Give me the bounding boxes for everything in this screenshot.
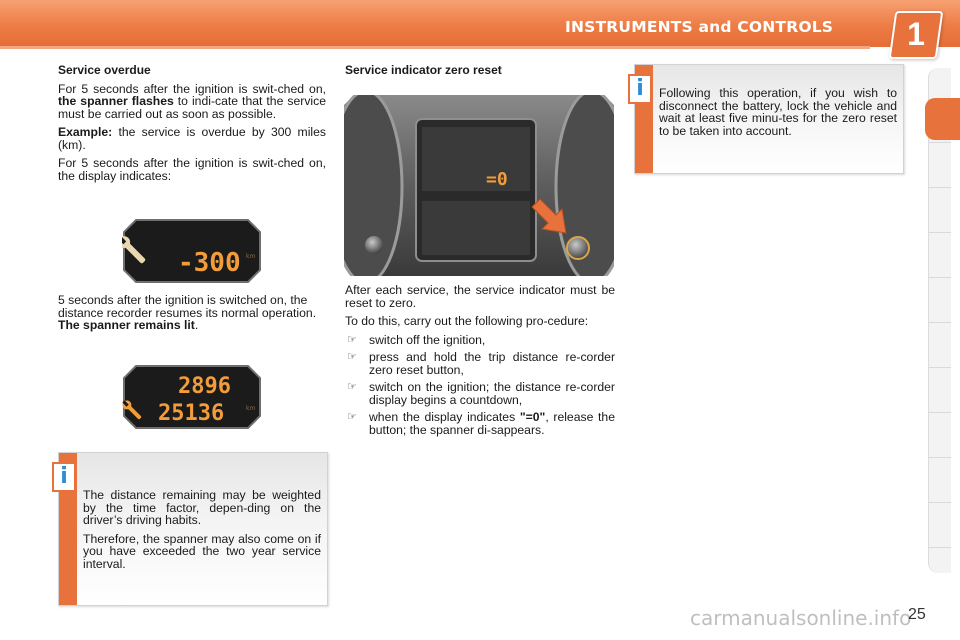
odometer-display-overdue	[122, 216, 262, 286]
paragraph: After each service, the service indicator must be reset to zero.	[345, 283, 615, 310]
chapter-tabs	[928, 68, 951, 573]
left-dashboard-button	[365, 236, 383, 254]
paragraph: For 5 seconds after the ignition is swit-ched on, the display indicates:	[58, 156, 326, 183]
text-span: when the display indicates	[369, 410, 520, 424]
info-box-right	[634, 64, 904, 174]
overdue-value: -300	[178, 248, 241, 278]
bold-text: The spanner remains lit	[58, 318, 195, 332]
unit-label: km	[246, 253, 256, 260]
trip-distance-value: 25136	[158, 401, 225, 426]
chapter-tab[interactable]	[929, 503, 951, 548]
reset-display-value: =0	[486, 169, 508, 190]
text-span: .	[194, 318, 199, 332]
unit-label: km	[246, 405, 256, 412]
chapter-badge	[889, 11, 944, 59]
bold-text: "=0"	[519, 410, 546, 424]
page-number: 25	[908, 606, 926, 623]
section-heading: Service overdue	[58, 63, 151, 77]
list-item	[345, 411, 615, 436]
list-item: ☞ switch off the ignition,	[345, 334, 615, 347]
chapter-tab[interactable]	[929, 143, 951, 188]
section-heading: Service indicator zero reset	[345, 63, 502, 77]
paragraph	[58, 126, 326, 151]
text-span: , release the button; the spanner di-sappears.	[369, 410, 615, 437]
info-text	[83, 489, 321, 576]
bold-text: Example:	[58, 125, 113, 139]
chapter-tab[interactable]	[929, 323, 951, 368]
chapter-tab[interactable]	[929, 458, 951, 503]
chapter-tab[interactable]	[929, 413, 951, 458]
bold-text: the spanner flashes	[58, 94, 174, 108]
info-text	[659, 87, 897, 143]
list-item: ☞ press and hold the trip distance re-corder zero reset button,	[345, 351, 615, 376]
list-item: ☞ switch on the ignition; the distance re-corder display begins a countdown,	[345, 381, 615, 406]
text-span: For 5 seconds after the ignition is swit-ched on,	[58, 81, 326, 96]
chapter-number: 1	[907, 16, 925, 52]
chapter-tab[interactable]	[929, 233, 951, 278]
instrument-panel-photo	[344, 95, 614, 276]
info-icon: i	[628, 74, 652, 104]
paragraph: To do this, carry out the following pro-cedure:	[345, 314, 589, 328]
info-icon: i	[52, 462, 76, 492]
chapter-tab[interactable]	[929, 368, 951, 413]
paragraph	[58, 83, 326, 121]
text-span: the service is overdue by 300 miles (km).	[58, 125, 326, 152]
info-box-left	[58, 452, 328, 606]
paragraph: Therefore, the spanner may also come on if you have exceeded the two year service interval.	[83, 531, 321, 571]
zero-reset-button	[567, 237, 589, 259]
chapter-tab-active[interactable]	[925, 98, 960, 140]
total-distance-value: 2896	[178, 374, 231, 399]
procedure-steps	[345, 334, 615, 437]
paragraph: Following this operation, if you wish to disconnect the battery, lock the vehicle and wait at least five minu-tes for the zero reset to be taken into account.	[659, 86, 897, 138]
reset-procedure	[345, 284, 615, 441]
chapter-tab[interactable]	[929, 188, 951, 233]
watermark: carmanualsonline.info	[690, 606, 912, 630]
text-span: to indi-cate that the service must be carried out as soon as possible.	[58, 94, 326, 121]
chapter-tab[interactable]	[929, 278, 951, 323]
paragraph: The distance remaining may be weighted by the time factor, depen-ding on the driver’s driving habits.	[83, 488, 321, 527]
odometer-display-normal	[122, 362, 262, 432]
service-overdue-section	[58, 64, 326, 188]
text-span: 5 seconds after the ignition is switched on, the distance recorder resumes its normal operation.	[58, 293, 317, 320]
page-title: INSTRUMENTS and CONTROLS	[565, 18, 834, 36]
paragraph	[58, 294, 326, 338]
